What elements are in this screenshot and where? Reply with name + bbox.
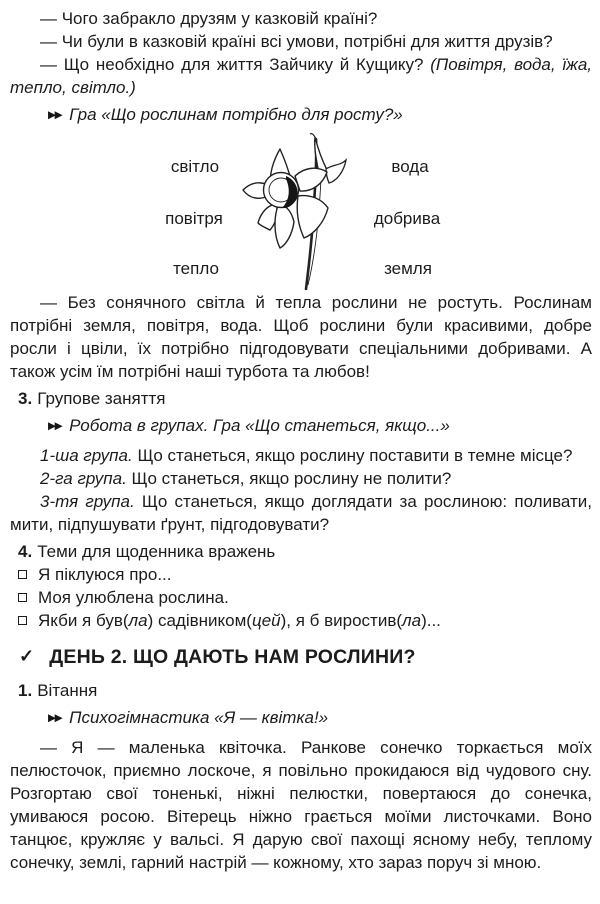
group-1-question: Що станеться, якщо рослину поставити в темне місце? xyxy=(132,446,573,465)
dialogue-line-1: — Чого забракло друзям у казковій країні? xyxy=(40,9,378,28)
paragraph-i-am-flower: — Я — маленька квіточка. Ранкове сонечко торкається моїх пелюсточок, приємно лоскоче, я повільно прокидаюся від чудового сну. Розгортаю свої тоненькі, ніжні пелюстки, повертаюся до сонечка, умиваюся росою. Вітерець ніжно грається моїми листочками. Воно танцює, кружляє у вальсі. Я дарую свої пахощі ясному небу, теплому сонечку, землі, гарний настрій — кожному, хто зараз поруч зі мною. xyxy=(10,738,592,872)
diary-topic-3 xyxy=(10,609,592,632)
group-2-question: Що станеться, якщо рослину не полити? xyxy=(126,469,452,488)
diary-topic-3-text: Якби я був(ла) садівником(цей), я б виростив(ла)... xyxy=(38,611,441,630)
activity-game-growth xyxy=(10,103,592,129)
diagram-label-water: вода xyxy=(391,157,429,176)
group-3-question: Що станеться, якщо доглядати за рослиною: поливати, мити, підпушувати ґрунт, підгодовувати? xyxy=(10,492,592,534)
diagram-label-light: світло xyxy=(170,157,220,176)
section-title: Вітання xyxy=(37,681,98,700)
double-arrow-icon: ▶▶ xyxy=(48,420,62,432)
plant-needs-diagram xyxy=(10,133,592,291)
section-number: 4. xyxy=(18,542,33,561)
daffodil-flower-illustration xyxy=(229,133,369,291)
activity-game-what-happens xyxy=(10,414,592,440)
day-2-heading-title: ДЕНЬ 2. ЩО ДАЮТЬ НАМ РОСЛИНИ? xyxy=(49,646,416,668)
activity-game-what-happens-label: Робота в групах. Гра «Що станеться, якщо...» xyxy=(69,416,450,435)
section-title: Групове заняття xyxy=(37,389,166,408)
activity-psycho-gymnastics xyxy=(10,706,592,732)
group-2-task xyxy=(10,467,592,490)
diagram-label-air: повітря xyxy=(165,209,223,228)
double-arrow-icon: ▶▶ xyxy=(48,109,62,121)
diagram-label-fertilizer: добрива xyxy=(373,209,441,228)
diary-topic-2 xyxy=(10,586,592,609)
section-4-diary-topics xyxy=(10,540,592,563)
dialogue-line-3 xyxy=(10,53,592,99)
diary-topic-1-text: Я піклуюся про... xyxy=(38,565,172,584)
section-3-group-work xyxy=(10,387,592,410)
activity-psycho-gymnastics-label: Психогімнастика «Я — квітка!» xyxy=(69,708,329,727)
dialogue-line-2: — Чи були в казковій країні всі умови, потрібні для життя друзів? xyxy=(40,32,553,51)
group-1-task xyxy=(10,444,592,467)
diagram-label-warmth: тепло xyxy=(173,259,219,278)
square-bullet-icon xyxy=(18,593,27,602)
day-2-heading xyxy=(10,644,592,671)
answer-hint-italic: (Повітря, вода, їжа, тепло, світло.) xyxy=(10,55,593,97)
group-2-label: 2-га група. xyxy=(40,469,127,488)
square-bullet-icon xyxy=(18,616,27,625)
section-number: 1. xyxy=(18,681,33,700)
group-1-label: 1-ша група. xyxy=(40,446,133,465)
square-bullet-icon xyxy=(18,570,27,579)
activity-game-growth-label: Гра «Що рослинам потрібно для росту?» xyxy=(69,105,403,124)
section-1-greeting xyxy=(10,679,592,702)
group-3-task xyxy=(10,490,592,536)
paragraph-plants-need: — Без сонячного світла й тепла рослини не ростуть. Рослинам потрібні земля, повітря, вода. Щоб рослини були красивими, добре росли і цвіли, їх потрібно підгодовувати спеціальними добривами. А також усім їм потрібні наші турбота та любов! xyxy=(10,293,592,381)
diary-topic-2-text: Моя улюблена рослина. xyxy=(38,588,229,607)
question-text: — Що необхідно для життя Зайчику й Кущику? xyxy=(40,55,431,74)
group-3-label: 3-тя група. xyxy=(40,492,135,511)
section-number: 3. xyxy=(18,389,33,408)
double-arrow-icon: ▶▶ xyxy=(48,712,62,724)
diagram-label-soil: земля xyxy=(384,259,432,278)
diary-topic-1 xyxy=(10,563,592,586)
checkmark-icon: ✓ xyxy=(19,646,35,666)
section-title: Теми для щоденника вражень xyxy=(37,542,276,561)
